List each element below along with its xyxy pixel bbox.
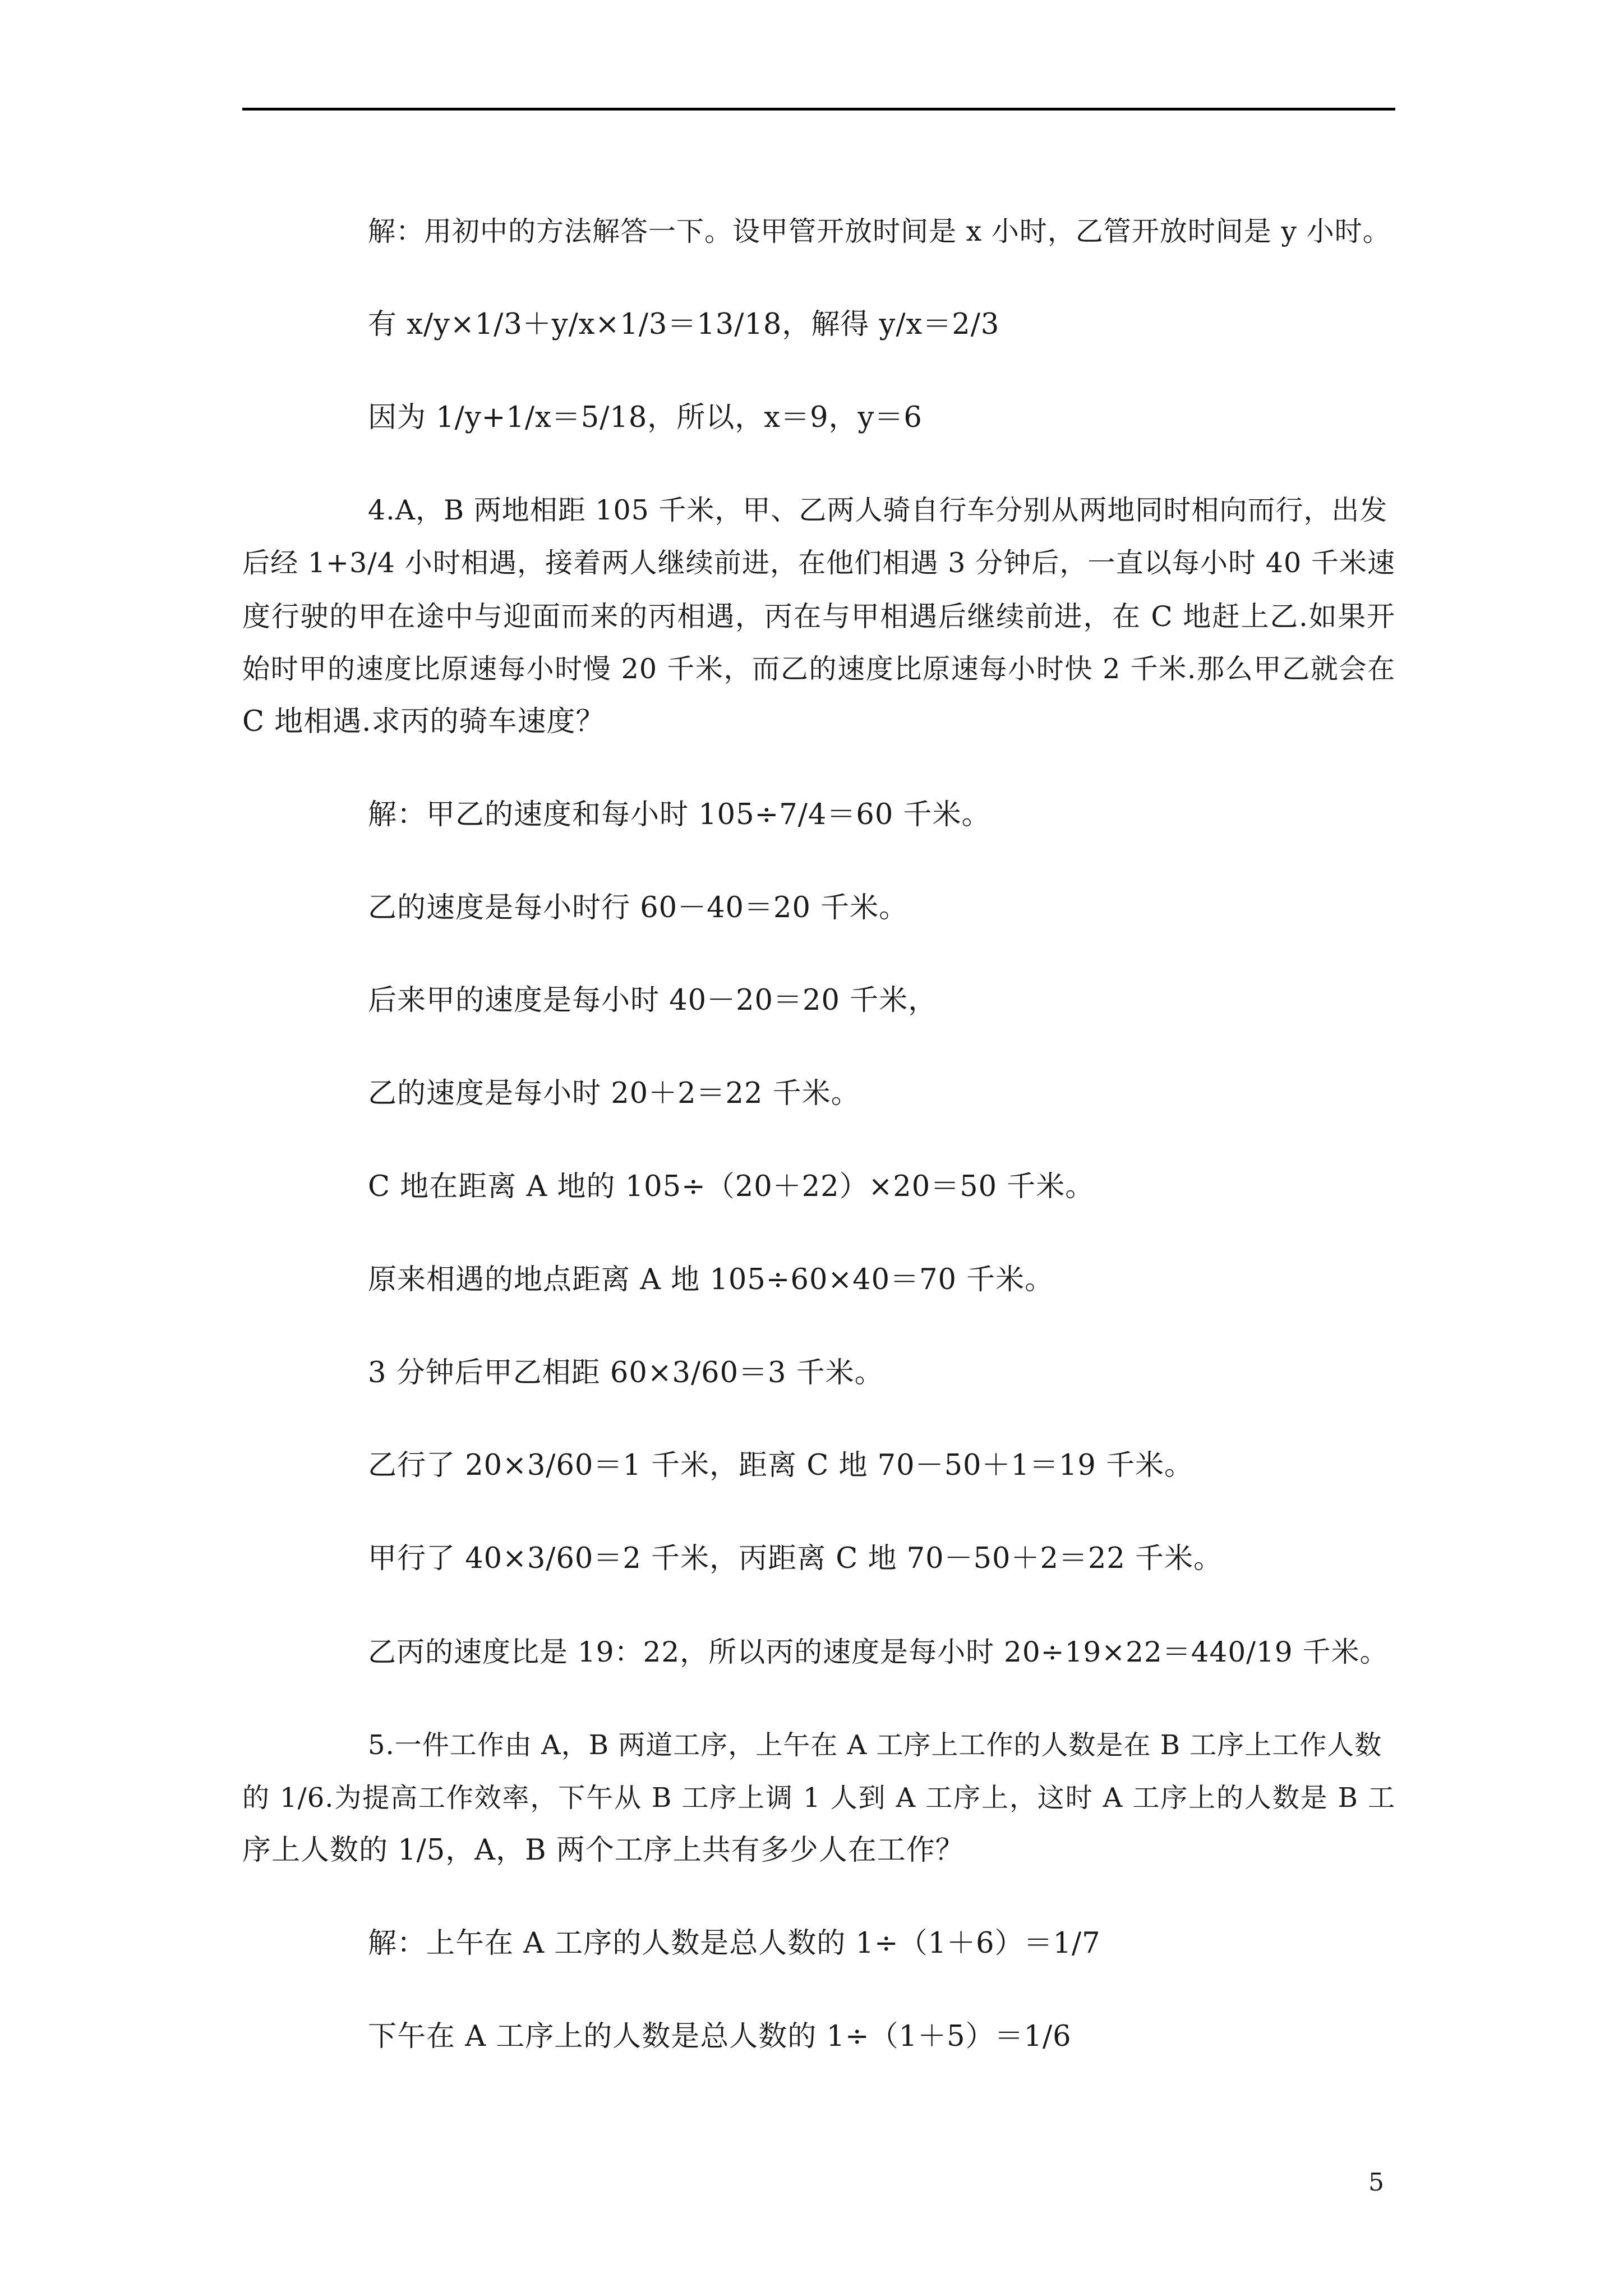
problem-5-line-3: 序上人数的 1/5，A，B 两个工序上共有多少人在工作？: [242, 1834, 965, 1867]
problem-5-line-1: 5.一件工作由 A，B 两道工序，上午在 A 工序上工作的人数是在 B 工序上工作人数: [368, 1729, 1382, 1761]
problem-5-line-2: 的 1/6.为提高工作效率，下午从 B 工序上调 1 人到 A 工序上，这时 A 工序上的人数是 B 工: [242, 1782, 1395, 1814]
problem-4-line-5: C 地相遇.求丙的骑车速度？: [242, 705, 605, 738]
solution-4-line-7: 3 分钟后甲乙相距 60×3/60＝3 千米。: [368, 1356, 884, 1389]
problem-4-line-1: 4.A，B 两地相距 105 千米，甲、乙两人骑自行车分别从两地同时相向而行，出发: [368, 494, 1388, 526]
page-number: 5: [1368, 2168, 1384, 2197]
solution-4-line-10: 乙丙的速度比是 19：22，所以丙的速度是每小时 20÷19×22＝440/19 千米。: [368, 1636, 1389, 1668]
solution-4-line-6: 原来相遇的地点距离 A 地 105÷60×40＝70 千米。: [368, 1263, 1054, 1296]
solution-3-line-2: 有 x/y×1/3＋y/x×1/3＝13/18，解得 y/x＝2/3: [368, 308, 1000, 341]
solution-5-line-2: 下午在 A 工序上的人数是总人数的 1÷（1＋5）＝1/6: [368, 2020, 1072, 2053]
solution-5-line-1: 解：上午在 A 工序的人数是总人数的 1÷（1＋6）＝1/7: [368, 1927, 1101, 1960]
solution-4-line-9: 甲行了 40×3/60＝2 千米，丙距离 C 地 70－50＋2＝22 千米。: [368, 1542, 1223, 1575]
solution-4-line-1: 解：甲乙的速度和每小时 105÷7/4＝60 千米。: [368, 798, 991, 831]
solution-3-line-3: 因为 1/y+1/x＝5/18，所以，x＝9，y＝6: [368, 401, 923, 434]
problem-4-line-3: 度行驶的甲在途中与迎面而来的丙相遇，丙在与甲相遇后继续前进，在 C 地赶上乙.如果开: [242, 600, 1395, 633]
problem-4-line-4: 始时甲的速度比原速每小时慢 20 千米，而乙的速度比原速每小时快 2 千米.那么甲乙就会在: [242, 653, 1395, 685]
header-rule: [242, 108, 1395, 111]
solution-4-line-3: 后来甲的速度是每小时 40－20＝20 千米，: [368, 984, 938, 1017]
solution-4-line-5: C 地在距离 A 地的 105÷（20＋22）×20＝50 千米。: [368, 1170, 1095, 1203]
problem-4-line-2: 后经 1+3/4 小时相遇，接着两人继续前进，在他们相遇 3 分钟后，一直以每小时 40 千米速: [242, 547, 1395, 579]
solution-3-line-1: 解：用初中的方法解答一下。设甲管开放时间是 x 小时，乙管开放时间是 y 小时。: [368, 215, 1391, 247]
solution-4-line-8: 乙行了 20×3/60＝1 千米，距离 C 地 70－50＋1＝19 千米。: [368, 1449, 1194, 1482]
solution-4-line-4: 乙的速度是每小时 20＋2＝22 千米。: [368, 1077, 860, 1110]
solution-4-line-2: 乙的速度是每小时行 60－40＝20 千米。: [368, 891, 909, 924]
